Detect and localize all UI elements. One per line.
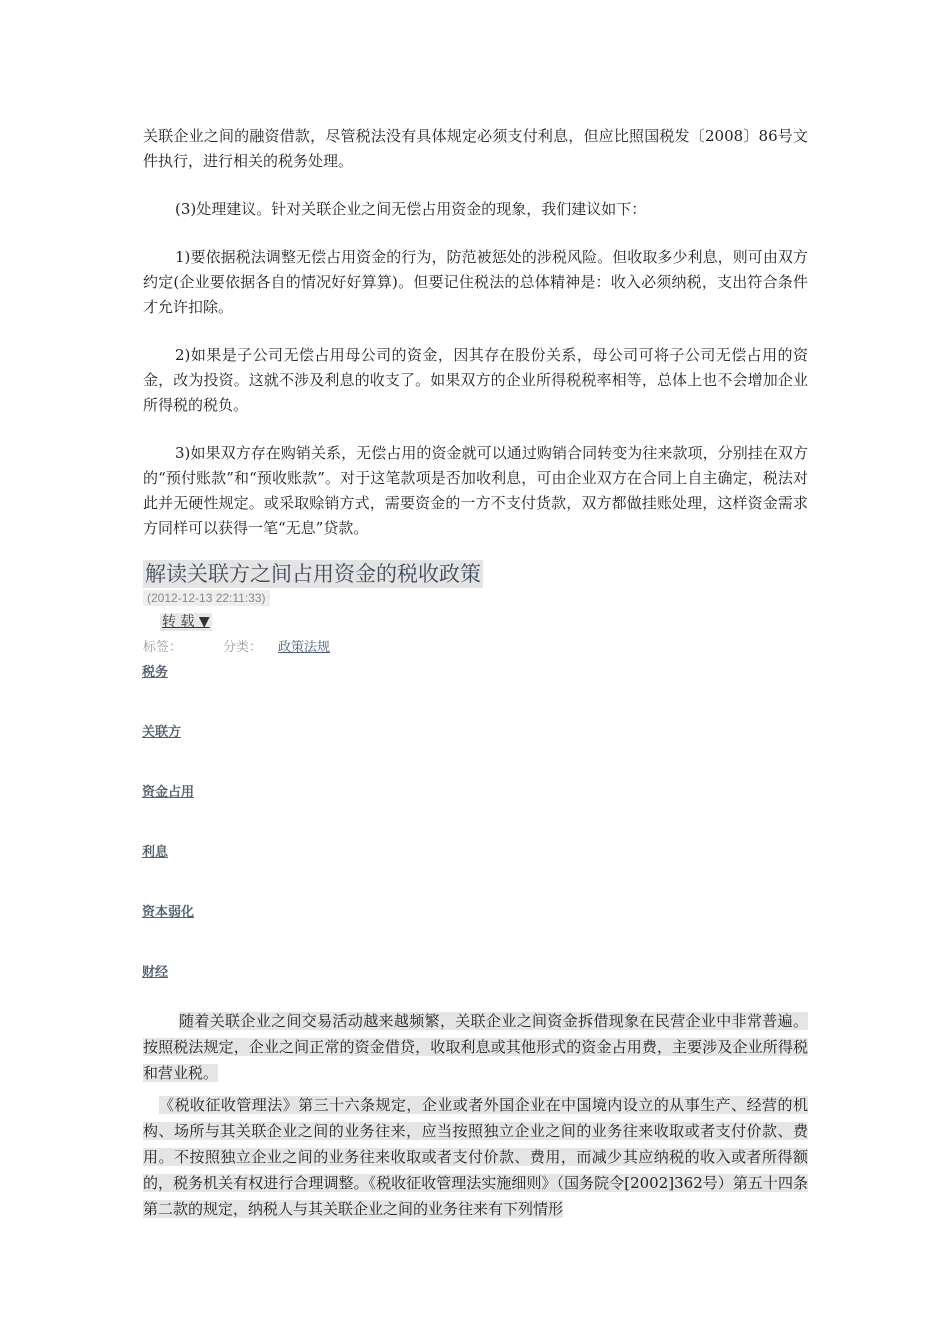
article-paragraph: 随着关联企业之间交易活动越来越频繁，关联企业之间资金拆借现象在民营企业中非常普遍。按照税法规定，企业之间正常的资金借贷，收取利息或其他形式的资金占用费，主要涉及企业所得税和营业税。	[143, 1012, 808, 1082]
article-date: (2012-12-13 22:11:33)	[143, 590, 270, 606]
category-label: 分类：	[223, 640, 263, 655]
top-content	[143, 124, 808, 541]
category-link[interactable]: 政策法规	[278, 640, 331, 655]
article-paragraph: 《税收征收管理法》第三十六条规定，企业或者外国企业在中国境内设立的从事生产、经营的机构、场所与其关联企业之间的业务往来，应当按照独立企业之间的业务往来收取或者支付价款、费用。不按照独立企业之间的业务往来收取或者支付价款、费用，而减少其应纳税的收入或者所得额的，税务机关有权进行合理调整。《税收征收管理法实施细则》（国务院令[2002]362号）第五十四条第二款的规定，纳税人与其关联企业之间的业务往来有下列情形	[143, 1096, 808, 1218]
tag-link[interactable]: 税务	[142, 665, 169, 680]
paragraph-suggestion-3: 3)如果双方存在购销关系，无偿占用的资金就可以通过购销合同转变为往来款项，分别挂在双方的“预付账款”和“预收账款”。对于这笔款项是否加收利息，可由企业双方在合同上自主确定，税法对此并无硬性规定。或采取赊销方式，需要资金的一方不支付货款，双方都做挂账处理，这样资金需求方同样可以获得一笔“无息”贷款。	[143, 444, 808, 537]
tag-link[interactable]: 关联方	[142, 725, 182, 740]
paragraph-suggestion-1: 1)要依据税法调整无偿占用资金的行为，防范被惩处的涉税风险。但收取多少利息，则可由双方约定(企业要依据各自的情况好好算算)。但要记住税法的总体精神是：收入必须纳税，支出符合条件才允许扣除。	[143, 248, 808, 316]
paragraph-suggestion-heading: (3)处理建议。针对关联企业之间无偿占用资金的现象，我们建议如下：	[175, 200, 647, 218]
paragraph-suggestion-2: 2)如果是子公司无偿占用母公司的资金，因其存在股份关系，母公司可将子公司无偿占用的资金，改为投资。这就不涉及利息的收支了。如果双方的企业所得税税率相等，总体上也不会增加企业所得税的税负。	[143, 346, 808, 414]
article-body	[143, 1008, 808, 1222]
repost-button[interactable]: 转 载 ▼	[162, 614, 210, 630]
tag-link[interactable]: 财经	[142, 965, 169, 980]
tags-label: 标签：	[143, 640, 183, 655]
tag-link[interactable]: 利息	[142, 845, 169, 860]
article-title: 解读关联方之间占用资金的税收政策	[145, 562, 481, 586]
paragraph-financing: 关联企业之间的融资借款，尽管税法没有具体规定必须支付利息，但应比照国税发〔2008〕86号文件执行，进行相关的税务处理。	[143, 127, 808, 170]
tag-link[interactable]: 资金占用	[142, 785, 195, 800]
tag-link[interactable]: 资本弱化	[142, 905, 195, 920]
